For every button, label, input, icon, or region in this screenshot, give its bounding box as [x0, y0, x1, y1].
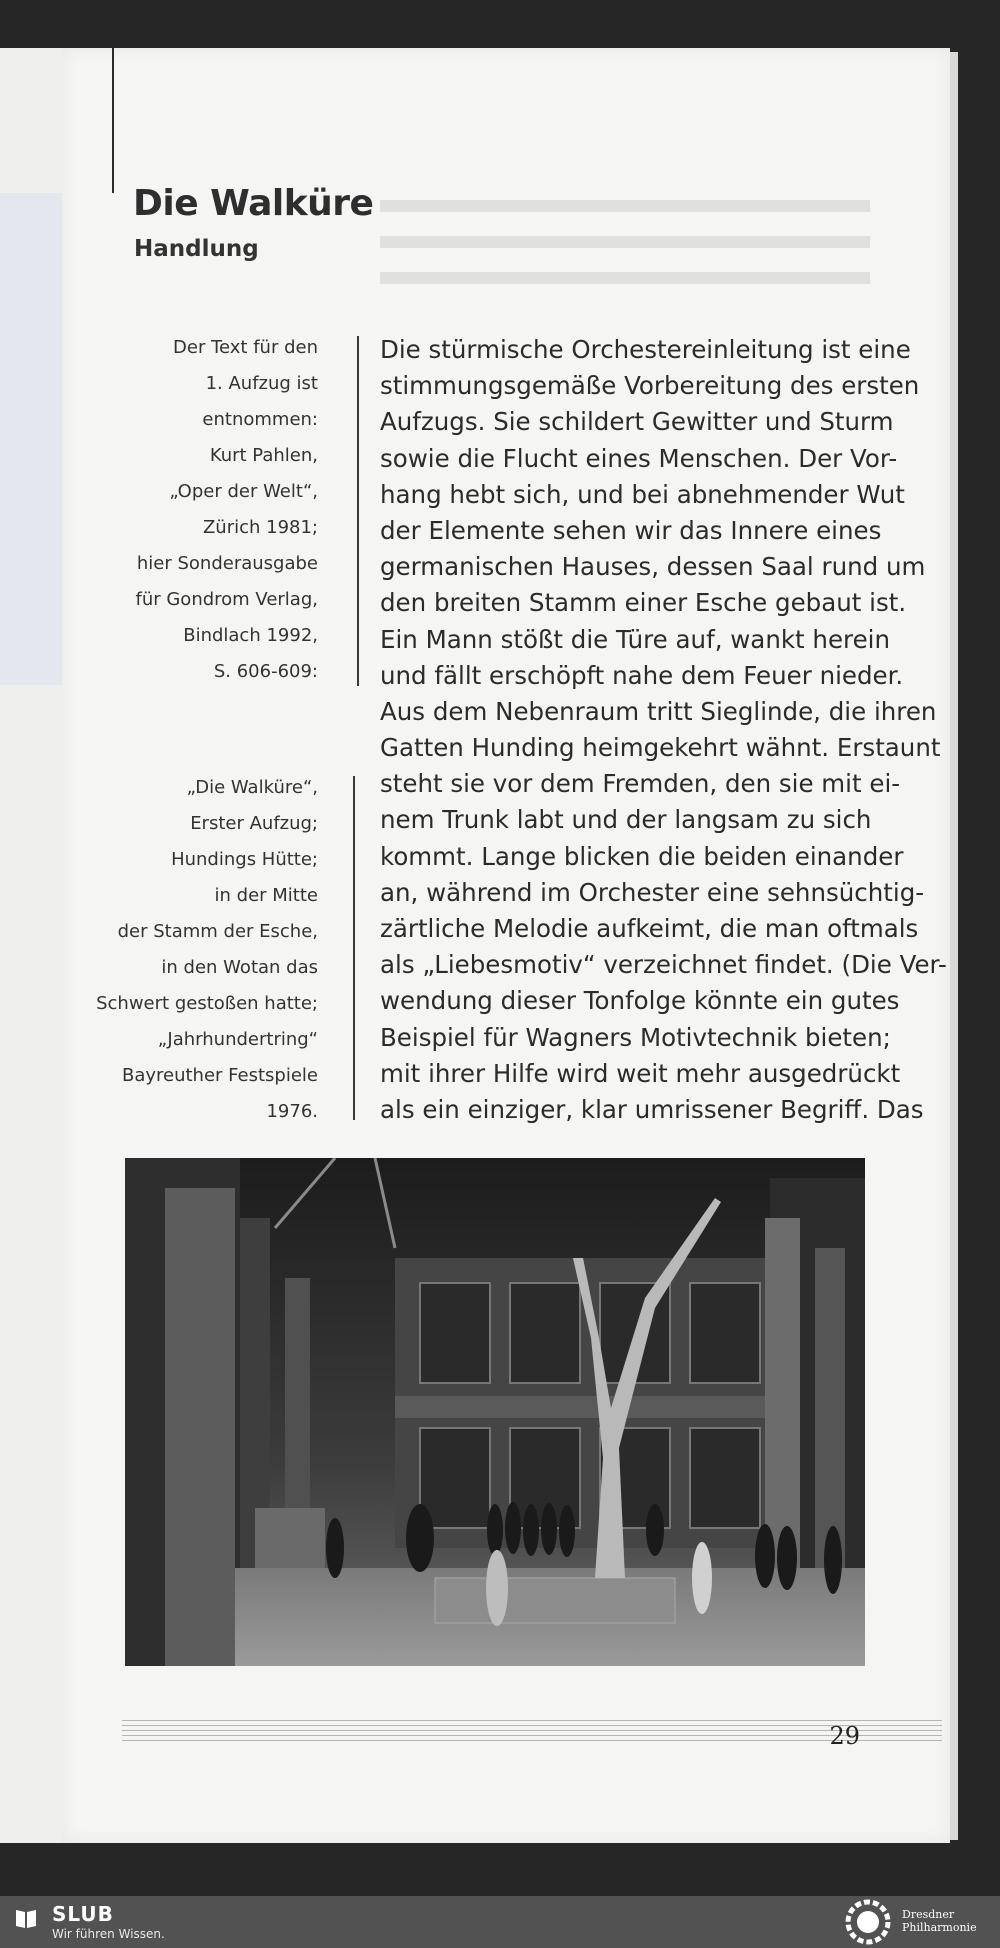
stage-photo [125, 1158, 865, 1666]
body-line: kommt. Lange blicken die beiden einander [380, 841, 904, 871]
body-line: Ein Mann stößt die Türe auf, wankt herein [380, 624, 890, 654]
partner-name[interactable] [902, 1908, 997, 1934]
body-line: und fällt erschöpft nahe dem Feuer nieder. [380, 660, 904, 690]
body-line: steht sie vor dem Fremden, den sie mit ei- [380, 769, 901, 799]
philharmonie-logo-icon[interactable] [842, 1899, 894, 1945]
photo-caption-line: der Stamm der Esche, [117, 921, 318, 942]
body-line: hang hebt sich, und bei abnehmender Wut [380, 479, 905, 509]
page-subtitle: Handlung [134, 236, 259, 262]
page-edge [950, 52, 958, 1840]
previous-page-edge [0, 48, 62, 1843]
staff-line [122, 1740, 942, 1741]
source-note [135, 330, 338, 690]
body-line: Die stürmische Orchestereinleitung ist eine [380, 335, 911, 364]
page-title: Die Walküre [133, 183, 374, 224]
partner-name-line: Dresdner [902, 1908, 955, 1921]
photo-caption-line: Bayreuther Festspiele [121, 1065, 318, 1086]
body-line: als ein einziger, klar umrissener Begriff. Das [380, 1094, 924, 1124]
body-line: zärtliche Melodie aufkeimt, die man oftmals [380, 914, 919, 943]
staff-line [122, 1720, 942, 1721]
previous-page-tint [0, 193, 62, 685]
body-line: Gatten Hunding heimgekehrt wähnt. Erstaunt [380, 733, 941, 763]
page-number: 29 [829, 1722, 860, 1750]
photo-caption-line: Erster Aufzug; [190, 813, 318, 834]
header-rule [112, 48, 114, 193]
source-note-line: S. 606-609: [213, 661, 318, 682]
body-line: an, während im Orchester eine sehnsüchtig- [380, 877, 925, 907]
source-note-line: hier Sonderausgabe [136, 553, 318, 574]
body-line: als „Liebesmotiv“ verzeichnet findet. (Die Ver- [380, 950, 947, 980]
photo-caption-rule [353, 776, 355, 1120]
body-line: mit ihrer Hilfe wird weit mehr ausgedrückt [380, 1058, 901, 1088]
body-line: den breiten Stamm einer Esche gebaut ist. [380, 588, 907, 618]
photo-caption-line: Schwert gestoßen hatte; [96, 993, 318, 1014]
source-note-line: für Gondrom Verlag, [135, 589, 318, 610]
library-tagline: Wir führen Wissen. [52, 1927, 165, 1941]
body-line: Aus dem Nebenraum tritt Sieglinde, die ihren [380, 696, 937, 726]
body-text [380, 332, 947, 1128]
body-line: der Elemente sehen wir das Innere eines [380, 515, 882, 545]
body-line: sowie die Flucht eines Menschen. Der Vor- [380, 443, 898, 473]
staff-line [122, 1725, 942, 1726]
show-through-lines [380, 190, 870, 310]
decorative-staff-lines [122, 1720, 942, 1745]
source-note-line: Bindlach 1992, [183, 625, 318, 646]
stage-photo-illustration [125, 1158, 865, 1666]
source-note-line: 1. Aufzug ist [205, 373, 318, 394]
source-note-line: „Oper der Welt“, [169, 481, 318, 502]
photo-caption-line: in der Mitte [214, 885, 318, 906]
photo-caption-line: „Die Walküre“, [186, 777, 318, 798]
partner-name-line: Philharmonie [902, 1921, 977, 1934]
source-note-line: Zürich 1981; [202, 517, 318, 538]
staff-line [122, 1730, 942, 1731]
body-line: Beispiel für Wagners Motivtechnik bieten; [380, 1022, 891, 1052]
photo-caption-line: in den Wotan das [161, 957, 318, 978]
body-line: nem Trunk labt und der langsam zu sich [380, 805, 872, 835]
source-note-line: Der Text für den [173, 337, 318, 358]
source-note-line: Kurt Pahlen, [209, 445, 318, 466]
staff-line [122, 1735, 942, 1736]
photo-caption-line: „Jahrhundertring“ [157, 1029, 318, 1050]
body-line: Aufzugs. Sie schildert Gewitter und Sturm [380, 407, 894, 437]
photo-caption-line: 1976. [266, 1101, 318, 1122]
body-line: stimmungsgemäße Vorbereitung des ersten [380, 371, 920, 401]
source-note-line: entnommen: [202, 409, 318, 430]
photo-caption-line: Hundings Hütte; [171, 849, 318, 870]
slub-logo-icon[interactable] [14, 1906, 38, 1930]
show-through-texture [380, 190, 870, 320]
body-line: germanischen Hauses, dessen Saal rund um [380, 552, 926, 582]
source-note-rule [357, 336, 359, 686]
footer-bar [0, 1896, 1000, 1948]
library-name[interactable]: SLUB [52, 1902, 114, 1926]
body-line: wendung dieser Tonfolge könnte ein gutes [380, 986, 900, 1016]
photo-caption [96, 770, 338, 1130]
